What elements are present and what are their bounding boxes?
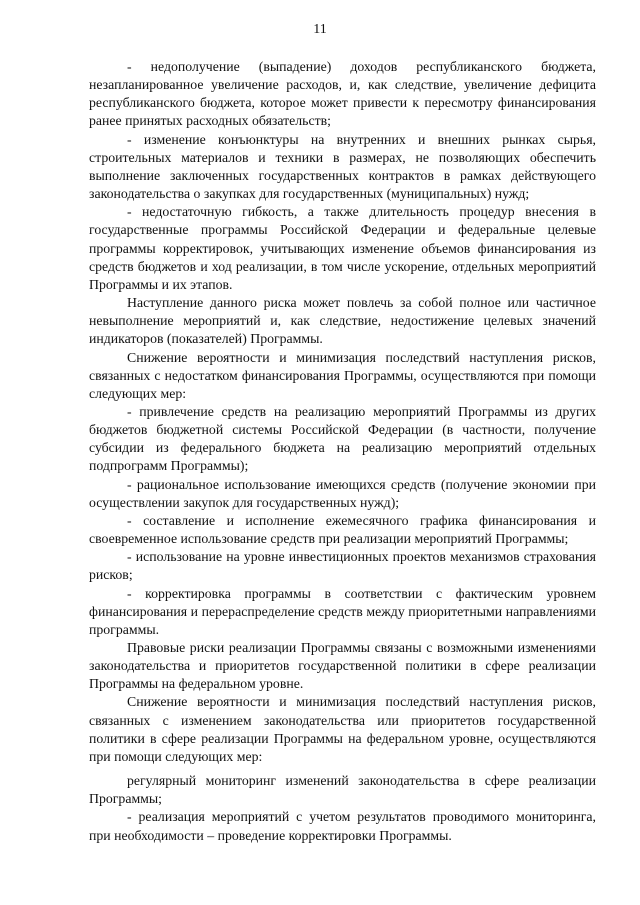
paragraph-risk-low-flexibility: - недостаточную гибкость, а также длительность процедур внесения в государственные программы Российской Федерации и федеральные целевые программы корректировок, учитывающих изменение объемов финансирования из средств бюджетов и ход реализации, в том числе ускорение, отдельных мероприятий Программы и их этапов. (89, 204, 596, 292)
paragraph-measure-attract-funds: - привлечение средств на реализацию мероприятий Программы из других бюджетов бюджетной системы Российской Федерации (в частности, получение субсидии из федерального бюджета на реализацию мероприятий отдельных подпрограмм Программы); (89, 403, 596, 474)
paragraph-legal-risks: Правовые риски реализации Программы связаны с возможными изменениями законодательства и приоритетов государственной политики в сфере реализации Программы на федеральном уровне. (89, 640, 596, 692)
paragraph-measure-risk-insurance: - использование на уровне инвестиционных проектов механизмов страхования рисков; (89, 549, 596, 583)
paragraph-risk-market-conditions: - изменение конъюнктуры на внутренних и внешних рынках сырья, строительных материалов и техники в размерах, не позволяющих обеспечить выполнение заключенных государственных контрактов в рамках действующего законодательства о закупках для государственных (муниципальных) нужд; (89, 131, 596, 202)
page-number: 11 (313, 22, 327, 37)
paragraph-measure-legislation-monitoring: регулярный мониторинг изменений законодательства в сфере реализации Программы; (89, 773, 596, 807)
paragraph-measure-monthly-schedule: - составление и исполнение ежемесячного графика финансирования и своевременное использование средств при реализации мероприятий Программы; (89, 512, 596, 547)
paragraph-financing-measures-intro: Снижение вероятности и минимизация последствий наступления рисков, связанных с недостатком финансирования Программы, осуществляются при помощи следующих мер: (89, 349, 596, 401)
paragraph-risk-consequences: Наступление данного риска может повлечь за собой полное или частичное невыполнение мероприятий и, как следствие, недостижение целевых значений индикаторов (показателей) Программы. (89, 295, 596, 347)
document-body (89, 58, 596, 845)
paragraph-measure-rational-use: - рациональное использование имеющихся средств (получение экономии при осуществлении закупок для государственных нужд); (89, 476, 596, 510)
paragraph-risk-revenue-shortfall: - недополучение (выпадение) доходов республиканского бюджета, незапланированное увеличение расходов, и, как следствие, увеличение дефицита республиканского бюджета, которое может привести к пересмотру финансирования ранее принятых расходных обязательств; (89, 59, 596, 129)
paragraph-legal-measures-intro: Снижение вероятности и минимизация последствий наступления рисков, связанных с изменением законодательства или приоритетов государственной политики в сфере реализации Программы на федеральном уровне, осуществляются при помощи следующих мер: (89, 694, 596, 764)
paragraph-measure-implementation: - реализация мероприятий с учетом результатов проводимого мониторинга, при необходимости – проведение корректировки Программы. (89, 809, 596, 843)
paragraph-measure-program-adjustment: - корректировка программы в соответствии с фактическим уровнем финансирования и перераспределение средств между приоритетными направлениями программы. (89, 585, 596, 637)
